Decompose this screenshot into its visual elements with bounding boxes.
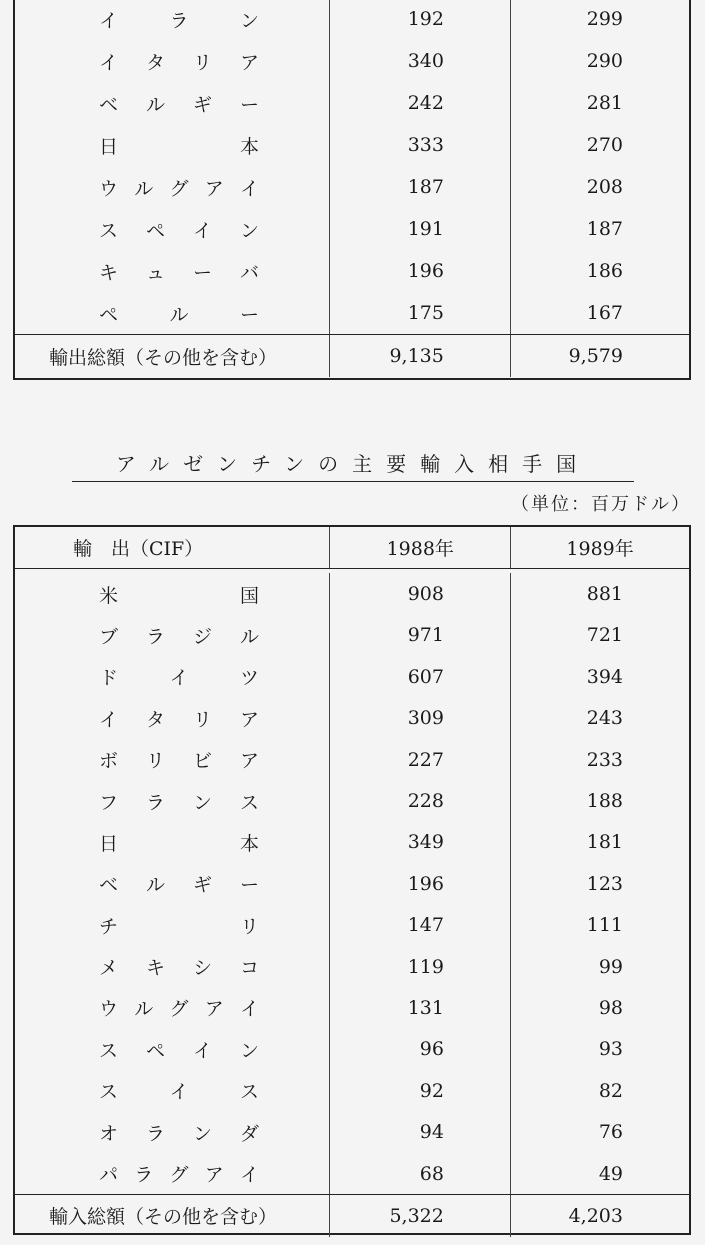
import-header-row — [15, 527, 689, 569]
country-name-spaced: ス ペ イ ン — [99, 219, 259, 242]
value-1988: 147 — [329, 905, 510, 946]
table-row — [15, 1029, 689, 1070]
value-1988: 333 — [329, 124, 510, 166]
value-1989: 243 — [510, 698, 689, 739]
country-name — [15, 124, 329, 166]
value-1988: 309 — [329, 698, 510, 739]
table-row — [15, 987, 689, 1028]
country-name-spaced: 日 本 — [99, 832, 259, 855]
table-row — [15, 250, 689, 292]
value-1988: 607 — [329, 656, 510, 697]
value-1988: 349 — [329, 822, 510, 863]
table-row — [15, 166, 689, 208]
country-name — [15, 40, 329, 82]
table-row — [15, 739, 689, 780]
country-name — [15, 698, 329, 739]
country-name-spaced: ウ ル グ ア イ — [99, 177, 259, 200]
value-1989: 98 — [510, 987, 689, 1028]
value-1989: 93 — [510, 1029, 689, 1070]
import-total-1989: 4,203 — [510, 1195, 689, 1236]
value-1989: 181 — [510, 822, 689, 863]
country-name-spaced: オ ラ ン ダ — [99, 1122, 259, 1145]
value-1989: 290 — [510, 40, 689, 82]
value-1989: 82 — [510, 1070, 689, 1111]
export-total-1989: 9,579 — [510, 335, 689, 377]
country-name — [15, 573, 329, 614]
country-name-spaced: パ ラ グ ア イ — [99, 1164, 259, 1187]
value-1988: 908 — [329, 573, 510, 614]
table-row — [15, 615, 689, 656]
table-row — [15, 82, 689, 124]
export-rows — [15, 0, 689, 334]
value-1989: 394 — [510, 656, 689, 697]
country-name — [15, 1029, 329, 1070]
country-name-spaced: ド イ ツ — [99, 667, 259, 690]
value-1988: 119 — [329, 946, 510, 987]
value-1989: 123 — [510, 863, 689, 904]
import-rows — [15, 569, 689, 1194]
country-name-spaced: ブ ラ ジ ル — [99, 625, 259, 648]
country-name — [15, 1153, 329, 1194]
country-name — [15, 0, 329, 40]
value-1989: 281 — [510, 82, 689, 124]
country-name — [15, 739, 329, 780]
value-1989: 99 — [510, 946, 689, 987]
table-row — [15, 905, 689, 946]
value-1988: 175 — [329, 292, 510, 334]
value-1988: 340 — [329, 40, 510, 82]
country-name — [15, 656, 329, 697]
table-row — [15, 1153, 689, 1194]
country-name — [15, 946, 329, 987]
country-name — [15, 822, 329, 863]
value-1989: 187 — [510, 208, 689, 250]
table-row — [15, 946, 689, 987]
table-row — [15, 0, 689, 40]
country-name-spaced: イ ラ ン — [99, 9, 259, 32]
country-name-spaced: 米 国 — [99, 584, 259, 607]
value-1988: 196 — [329, 863, 510, 904]
value-1988: 192 — [329, 0, 510, 40]
country-name — [15, 780, 329, 821]
country-name — [15, 905, 329, 946]
table-row — [15, 292, 689, 334]
value-1988: 228 — [329, 780, 510, 821]
country-name — [15, 863, 329, 904]
table-row — [15, 1111, 689, 1152]
country-name-spaced: メ キ シ コ — [99, 957, 259, 980]
country-name — [15, 82, 329, 124]
value-1989: 233 — [510, 739, 689, 780]
table-row — [15, 124, 689, 166]
value-1988: 227 — [329, 739, 510, 780]
value-1989: 111 — [510, 905, 689, 946]
value-1988: 68 — [329, 1153, 510, 1194]
table-row — [15, 40, 689, 82]
value-1989: 76 — [510, 1111, 689, 1152]
value-1989: 721 — [510, 615, 689, 656]
value-1989: 49 — [510, 1153, 689, 1194]
value-1988: 971 — [329, 615, 510, 656]
value-1989: 186 — [510, 250, 689, 292]
country-name-spaced: ペ ル ー — [99, 303, 259, 326]
country-name — [15, 208, 329, 250]
country-name-spaced: キ ュ ー バ — [99, 261, 259, 284]
country-name-spaced: ス イ ス — [99, 1081, 259, 1104]
country-name — [15, 166, 329, 208]
table-row — [15, 208, 689, 250]
import-table-title: アルゼンチンの主要輸入相手国 — [72, 448, 634, 482]
import-total-label: 輸入総額（その他を含む） — [49, 1206, 278, 1229]
country-name-spaced: ウ ル グ ア イ — [99, 998, 259, 1021]
value-1988: 191 — [329, 208, 510, 250]
country-name-spaced: 日 本 — [99, 135, 259, 158]
import-table — [13, 525, 691, 1235]
table-row — [15, 656, 689, 697]
value-1989: 299 — [510, 0, 689, 40]
header-col-1989: 1989年 — [510, 527, 689, 568]
country-name — [15, 615, 329, 656]
header-col-country: 輸 出（CIF） — [73, 538, 204, 561]
table-row — [15, 1070, 689, 1111]
header-col-1988: 1988年 — [329, 527, 510, 568]
value-1988: 187 — [329, 166, 510, 208]
country-name-spaced: フ ラ ン ス — [99, 791, 259, 814]
export-total-row — [15, 334, 689, 377]
country-name — [15, 1070, 329, 1111]
country-name-spaced: ス ペ イ ン — [99, 1039, 259, 1062]
country-name-spaced: チ リ — [99, 915, 259, 938]
country-name-spaced: イ タ リ ア — [99, 51, 259, 74]
export-table — [13, 0, 691, 380]
table-row — [15, 780, 689, 821]
unit-label: （単位：百万ドル） — [511, 494, 691, 515]
value-1988: 94 — [329, 1111, 510, 1152]
value-1988: 92 — [329, 1070, 510, 1111]
import-total-1988: 5,322 — [329, 1195, 510, 1236]
value-1988: 131 — [329, 987, 510, 1028]
country-name-spaced: イ タ リ ア — [99, 708, 259, 731]
country-name — [15, 250, 329, 292]
value-1988: 96 — [329, 1029, 510, 1070]
value-1989: 881 — [510, 573, 689, 614]
export-total-1988: 9,135 — [329, 335, 510, 377]
country-name-spaced: ベ ル ギ ー — [99, 93, 259, 116]
country-name-spaced: ベ ル ギ ー — [99, 874, 259, 897]
value-1989: 208 — [510, 166, 689, 208]
value-1989: 167 — [510, 292, 689, 334]
table-row — [15, 573, 689, 614]
value-1988: 196 — [329, 250, 510, 292]
country-name — [15, 987, 329, 1028]
country-name-spaced: ボ リ ビ ア — [99, 750, 259, 773]
table-row — [15, 698, 689, 739]
table-row — [15, 863, 689, 904]
value-1989: 188 — [510, 780, 689, 821]
export-total-label: 輸出総額（その他を含む） — [49, 346, 278, 369]
table-row — [15, 822, 689, 863]
value-1989: 270 — [510, 124, 689, 166]
country-name — [15, 292, 329, 334]
import-total-row — [15, 1194, 689, 1236]
country-name — [15, 1111, 329, 1152]
value-1988: 242 — [329, 82, 510, 124]
